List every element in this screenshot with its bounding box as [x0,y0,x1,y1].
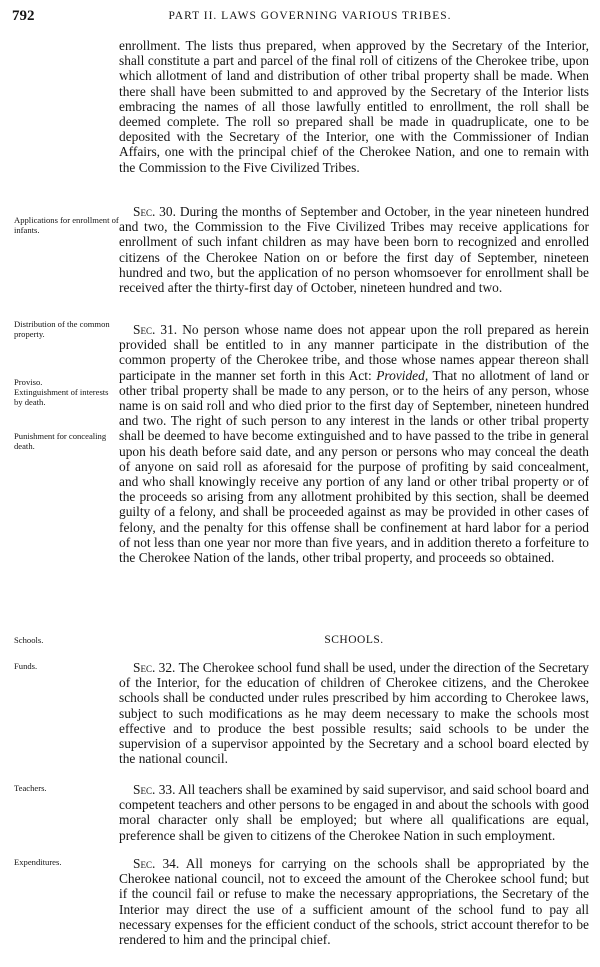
margin-note-expenditures: Expenditures. [14,857,62,867]
section-text-32: The Cherokee school fund shall be used, under the direction of the Secretary of the Interior, for the education of children of Cherokee citizens, and the Cherokee schools shall be conducted under rules prescribed by him according to Cherokee laws, subject to such modifications as he may deem necessary to make the schools most effective and to produce the best possible results; said schools to be under the supervision of a supervisor appointed by the Secretary and a school board elected by the national council. [119,660,590,767]
paragraph-sec-31 [119,322,589,565]
margin-note-funds: Funds. [14,661,38,671]
margin-note-punishment: Punishment for concealing death. [14,431,107,451]
section-text-33: All teachers shall be examined by said supervisor, and said school board and competent teachers and other persons to be engaged in and about the schools with good moral character only shall be employed; but where all qualifications are equal, preference shall be given to citizens of the Cherokee Nation in such employment. [119,782,589,843]
provided-word: Provided, [376,367,429,383]
section-label-31: Sec. 31. [133,322,178,337]
margin-note-infants: Applications for enrollment of infants. [14,215,119,235]
section-text-31a: No person whose name does not appear upon the roll prepared as herein provided shall be entitled to in any manner participate in the distribution of the common property of the Cherokee tribe, and those whose names appear thereon shall participate in the manner set forth in this Act: [119,322,589,383]
section-label-32: Sec. 32. [133,660,176,675]
section-text-31b: That no allotment of land or other tribal property shall be made to any person, or to the heirs of any person, whose name is on said roll and who died prior to the first day of September, nineteen hundred and two. The right of such person to any interest in the lands or other tribal property shall be deemed to have become extinguished and to have passed to the tribe in general upon his death before said date, and any person or persons who may conceal the death of anyone on said roll as aforesaid for the purpose of profiting by said concealment, and who shall knowingly receive any portion of any land or other tribal property or of the proceeds so arising from any allotment prohibited by this section, shall be deemed guilty of a felony, and shall be proceeded against as may be provided in other cases of felony, and the penalty for this offense shall be confinement at hard labor for a period of not less than one year nor more than five years, and in addition thereto a forfeiture to the Cherokee Nation of the lands, other tribal property, and proceeds so obtained. [119,367,590,566]
page-number: 792 [12,8,35,24]
paragraph-sec-30 [119,204,589,295]
running-title: PART II. LAWS GOVERNING VARIOUS TRIBES. [168,10,452,22]
page-header [12,8,588,28]
section-label-30: Sec. 30. [133,204,176,219]
paragraph-sec-32 [119,660,589,766]
margin-note-distribution: Distribution of the common property. [14,319,110,339]
margin-note-teachers: Teachers. [14,783,47,793]
margin-note-schools: Schools. [14,635,44,645]
paragraph-sec-33 [119,782,589,843]
section-label-33: Sec. 33. [133,782,176,797]
paragraph-enrollment: enrollment. The lists thus prepared, when approved by the Secretary of the Interior, shall constitute a part and parcel of the final roll of citizens of the Cherokee tribe, upon which allotment of land and distribution of other tribal property shall be made. When there shall have been submitted to and approved by the Secretary of the Interior lists embracing the names of all those lawfully entitled to enrollment, the roll shall be deemed complete. The roll so prepared shall be made in quadruplicate, one to be deposited with the Secretary of the Interior, one with the Commissioner of Indian Affairs, one with the principal chief of the Cherokee Nation, and one to remain with the Commission to the Five Civilized Tribes. [119,38,589,175]
margin-note-extinguishment: Extinguishment of interests by death. [14,387,109,407]
section-label-34: Sec. 34. [133,856,180,871]
paragraph-sec-34 [119,856,589,947]
section-text-30: During the months of September and October, in the year nineteen hundred and two, the Commission to the Five Civilized Tribes may receive applications for enrollment of such infant children as may have been born to recognized and enrolled citizens of the Cherokee Nation on or before the first day of September, nineteen hundred and two, but the application of no person whomsoever for enrollment shall be received after the thirty-first day of October, nineteen hundred and two. [119,204,589,296]
schools-heading: SCHOOLS. [324,634,384,646]
section-text-34: All moneys for carrying on the schools shall be appropriated by the Cherokee national council, not to exceed the amount of the Cherokee school fund; but if the council fail or refuse to make the necessary appropriations, the Secretary of the Interior may direct the use of a sufficient amount of the school fund to pay all necessary expenses for the efficient conduct of the schools, strict account therefor to be rendered to him and the principal chief. [119,856,589,948]
margin-note-proviso: Proviso. [14,377,43,387]
